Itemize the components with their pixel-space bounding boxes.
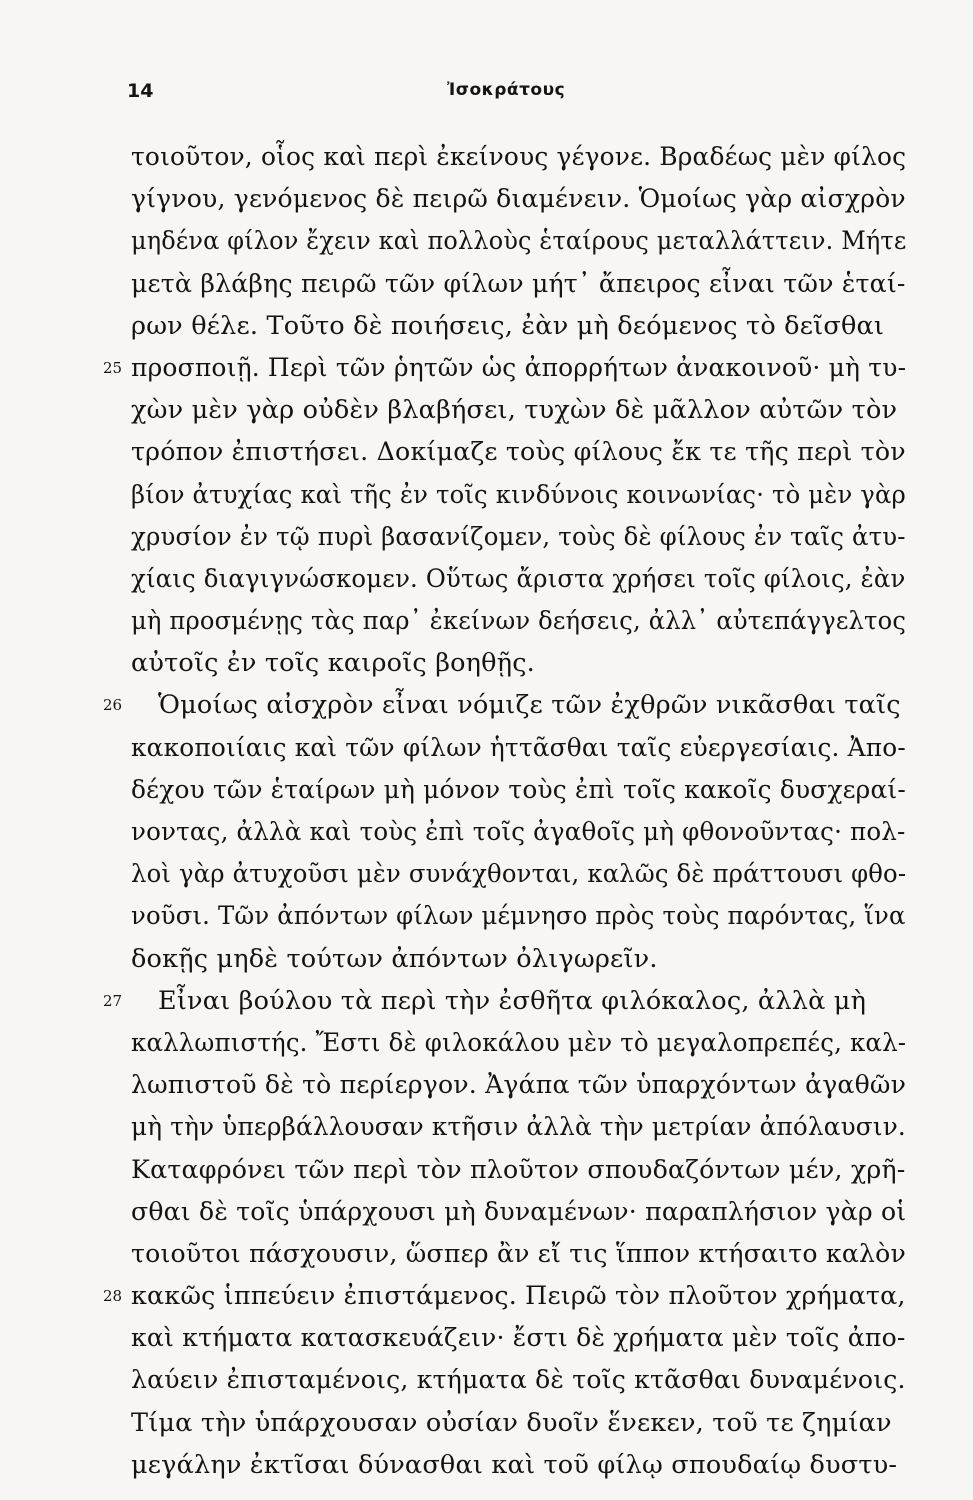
section-number: 25: [103, 358, 123, 377]
text-line: [0, 1402, 973, 1444]
text-line: [0, 727, 973, 769]
line-text: αὐτοῖς ἐν τοῖς καιροῖς βοηθῇς.: [131, 648, 535, 679]
page-number: 14: [127, 80, 154, 102]
text-line: [0, 1444, 973, 1486]
line-text: μετὰ βλάβης πειρῶ τῶν φίλων μήτ᾽ ἄπειρος εἶναι τῶν ἑταί-: [131, 268, 906, 299]
line-text: καὶ κτήματα κατασκευάζειν· ἔστι δὲ χρήματα μὲν τοῖς ἀπο-: [131, 1323, 906, 1354]
text-line: [0, 600, 973, 642]
line-text: λαύειν ἐπισταμένοις, κτήματα δὲ τοῖς κτᾶσθαι δυναμένοις.: [131, 1365, 906, 1396]
line-text: δοκῇς μηδὲ τούτων ἀπόντων ὀλιγωρεῖν.: [131, 943, 658, 974]
text-line: [0, 1317, 973, 1359]
line-text: ρων θέλε. Τοῦτο δὲ ποιήσεις, ἐὰν μὴ δεόμενος τὸ δεῖσθαι: [131, 310, 885, 341]
text-line: [0, 980, 973, 1022]
text-line: [0, 474, 973, 516]
line-text: καλλωπιστής. Ἔστι δὲ φιλοκάλου μὲν τὸ μεγαλοπρεπές, καλ-: [131, 1027, 907, 1058]
text-line: [0, 516, 973, 558]
text-line: [0, 1233, 973, 1275]
text-line: [0, 305, 973, 347]
line-text: Εἶναι βούλου τὰ περὶ τὴν ἐσθῆτα φιλόκαλος, ἀλλὰ μὴ: [158, 985, 867, 1016]
line-text: νοῦσι. Τῶν ἀπόντων φίλων μέμνησο πρὸς τοὺς παρόντας, ἵνα: [131, 901, 906, 932]
line-text: βίον ἀτυχίας καὶ τῆς ἐν τοῖς κινδύνοις κοινωνίας· τὸ μὲν γὰρ: [131, 479, 906, 510]
text-line: [0, 769, 973, 811]
line-text: τοιοῦτον, οἷος καὶ περὶ ἐκείνους γέγονε. Βραδέως μὲν φίλος: [131, 142, 907, 172]
text-line: [0, 136, 973, 178]
line-text: μηδένα φίλον ἔχειν καὶ πολλοὺς ἑταίρους μεταλλάττειν. Μήτε: [131, 226, 907, 257]
line-text: σθαι δὲ τοῖς ὑπάρχουσι μὴ δυναμένων· παραπλήσιον γὰρ οἱ: [131, 1196, 907, 1227]
line-text: χρυσίον ἐν τῷ πυρὶ βασανίζομεν, τοὺς δὲ φίλους ἐν ταῖς ἀτυ-: [131, 521, 906, 552]
line-text: Ὁμοίως αἰσχρὸν εἶναι νόμιζε τῶν ἐχθρῶν νικᾶσθαι ταῖς: [158, 690, 901, 721]
text-line: [0, 558, 973, 600]
body-text: [0, 136, 973, 1486]
text-line: [0, 853, 973, 895]
line-text: γίγνου, γενόμενος δὲ πειρῶ διαμένειν. Ὁμοίως γὰρ αἰσχρὸν: [131, 184, 906, 215]
line-text: κακοποιίαις καὶ τῶν φίλων ἡττᾶσθαι ταῖς εὐεργεσίαις. Ἀπο-: [131, 732, 906, 763]
line-text: Τίμα τὴν ὑπάρχουσαν οὐσίαν δυοῖν ἕνεκεν, τοῦ τε ζημίαν: [131, 1407, 892, 1438]
line-text: τρόπον ἐπιστήσει. Δοκίμαζε τοὺς φίλους ἔκ τε τῆς περὶ τὸν: [131, 437, 906, 468]
text-line: [0, 431, 973, 473]
text-line: [0, 811, 973, 853]
line-text: νοντας, ἀλλὰ καὶ τοὺς ἐπὶ τοῖς ἀγαθοῖς μὴ φθονοῦντας· πολ-: [131, 817, 906, 847]
running-title: Ἰσοκράτους: [447, 80, 566, 100]
line-text: κακῶς ἱππεύειν ἐπιστάμενος. Πειρῶ τὸν πλοῦτον χρήματα,: [131, 1281, 906, 1312]
line-text: μὴ τὴν ὑπερβάλλουσαν κτῆσιν ἀλλὰ τὴν μετρίαν ἀπόλαυσιν.: [131, 1112, 906, 1143]
line-text: μεγάλην ἐκτῖσαι δύνασθαι καὶ τοῦ φίλῳ σπουδαίῳ δυστυ-: [131, 1449, 898, 1480]
text-line: [0, 1064, 973, 1106]
text-line: [0, 389, 973, 431]
line-text: μὴ προσμένῃς τὰς παρ᾽ ἐκείνων δεήσεις, ἀλλ᾽ αὐτεπάγγελτος: [131, 606, 907, 637]
text-line: [0, 684, 973, 726]
section-number: 28: [103, 1287, 123, 1306]
text-line: [0, 642, 973, 684]
section-number: 27: [103, 991, 123, 1010]
line-text: λωπιστοῦ δὲ τὸ περίεργον. Ἀγάπα τῶν ὑπαρχόντων ἀγαθῶν: [131, 1070, 907, 1101]
text-line: [0, 1275, 973, 1317]
text-line: [0, 938, 973, 980]
line-text: χίαις διαγιγνώσκομεν. Οὕτως ἄριστα χρήσει τοῖς φίλοις, ἐὰν: [131, 563, 906, 594]
text-line: [0, 1149, 973, 1191]
text-line: [0, 347, 973, 389]
text-line: [0, 263, 973, 305]
line-text: Καταφρόνει τῶν περὶ τὸν πλοῦτον σπουδαζόντων μέν, χρῆ-: [131, 1154, 906, 1185]
page-header: [0, 80, 973, 110]
line-text: χὼν μὲν γὰρ οὐδὲν βλαβήσει, τυχὼν δὲ μᾶλλον αὐτῶν τὸν: [131, 395, 898, 426]
text-line: [0, 1106, 973, 1148]
line-text: προσποιῇ. Περὶ τῶν ῥητῶν ὡς ἀπορρήτων ἀνακοινοῦ· μὴ τυ-: [131, 352, 907, 383]
line-text: τοιοῦτοι πάσχουσιν, ὥσπερ ἂν εἴ τις ἵππον κτήσαιτο καλὸν: [131, 1238, 906, 1269]
text-line: [0, 895, 973, 937]
line-text: λοὶ γὰρ ἀτυχοῦσι μὲν συνάχθονται, καλῶς δὲ πράττουσι φθο-: [131, 859, 907, 890]
text-line: [0, 178, 973, 220]
text-line: [0, 1022, 973, 1064]
line-text: δέχου τῶν ἑταίρων μὴ μόνον τοὺς ἐπὶ τοῖς κακοῖς δυσχεραί-: [131, 774, 906, 805]
text-line: [0, 1359, 973, 1401]
text-line: [0, 220, 973, 262]
text-line: [0, 1191, 973, 1233]
section-number: 26: [103, 696, 123, 715]
